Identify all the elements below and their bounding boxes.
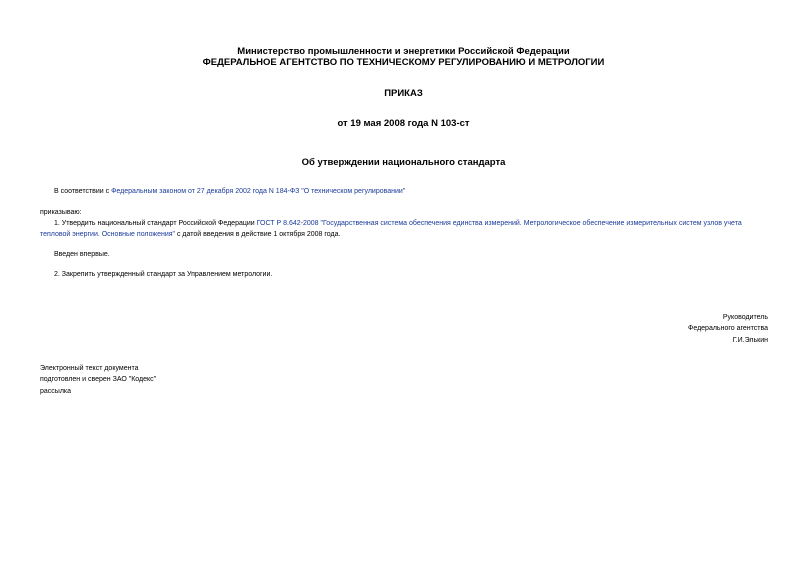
item-2: 2. Закрепить утвержденный стандарт за Управлением метрологии. [54,271,273,278]
signature-name: Г.И.Элькин [732,336,768,344]
doc-subject: Об утверждении национального стандарта [301,157,506,168]
signature-title: Руководитель [722,314,768,321]
footer-line-3: рассылка [40,387,72,395]
footer-line-2: подготовлен и сверен ЗАО "Кодекс" [40,376,157,384]
doc-type: ПРИКАЗ [384,88,423,99]
item-1 [40,219,768,240]
agency-title: ФЕДЕРАЛЬНОЕ АГЕНТСТВО ПО ТЕХНИЧЕСКОМУ РЕГУЛИРОВАНИЮ И МЕТРОЛОГИИ [202,57,605,68]
doc-date: от 19 мая 2008 года N 103-ст [337,118,470,129]
footer-line-1: Электронный текст документа [40,365,139,372]
gost-link[interactable]: ГОСТ Р 8.642-2008 "Государственная система обеспечения единства измерений. Метрологическое обеспечение измерительных систем узлов учета тепловой энергии. Основные положения" [40,220,742,238]
signature-block [688,312,768,346]
signature-agency: Федерального агентства [688,325,768,333]
preamble-prefix: В соответствии с [54,188,112,195]
federal-law-link[interactable]: Федеральным законом от 27 декабря 2002 года N 184-ФЗ "О техническом регулировании" [111,188,406,195]
preamble [54,187,405,197]
order-word: приказываю: [40,209,82,216]
first-time-note: Введен впервые. [54,251,110,258]
item1-prefix: 1. Утвердить национальный стандарт Российской Федерации [54,220,257,227]
ministry-title: Министерство промышленности и энергетики Российской Федерации [237,46,570,57]
item1-suffix: с датой введения в действие 1 октября 2008 года. [175,230,341,238]
footer-note [40,363,156,397]
